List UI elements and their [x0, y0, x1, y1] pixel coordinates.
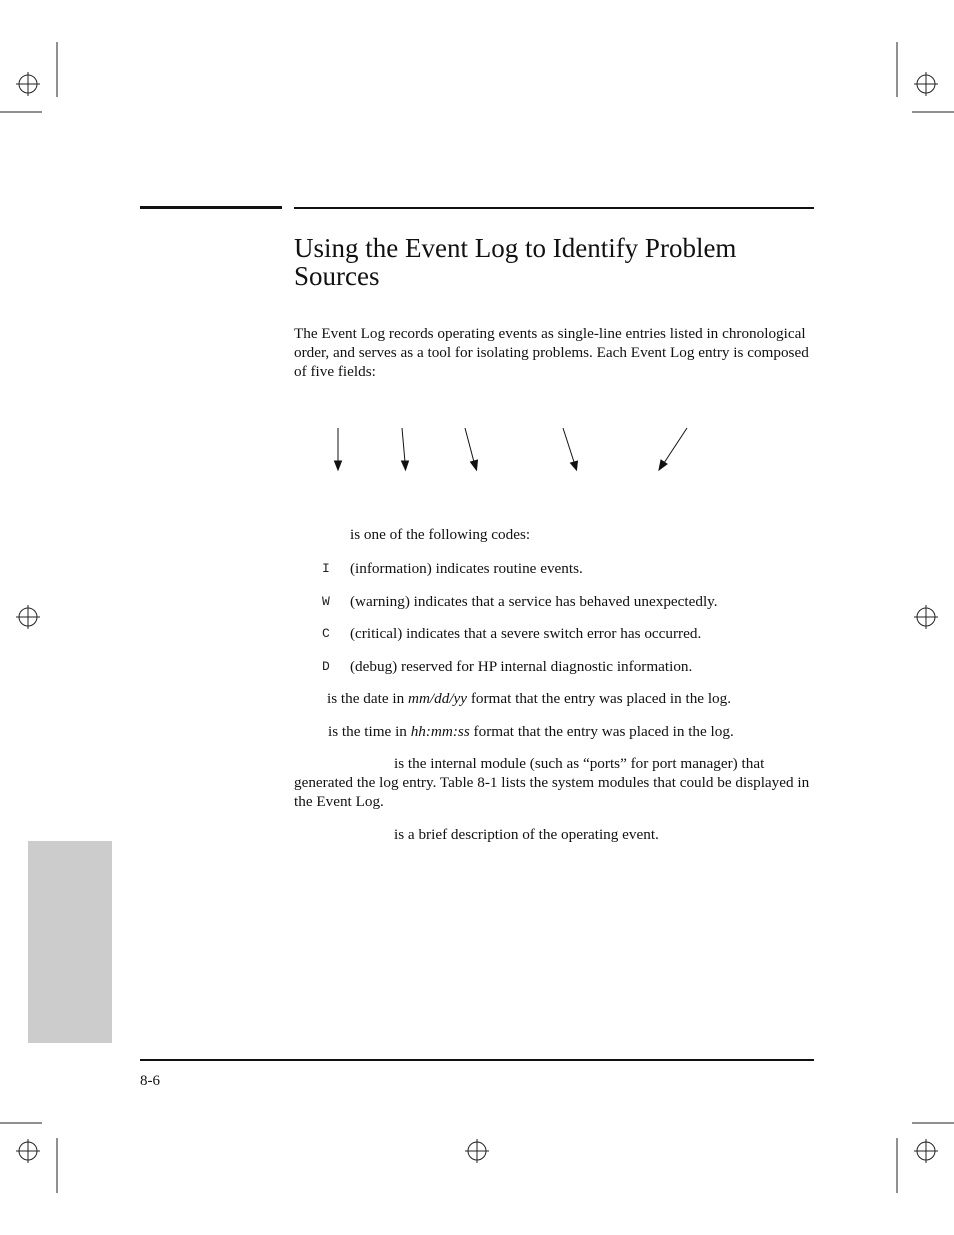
severity-description: (critical) indicates that a severe switch error has occurred.	[350, 625, 702, 642]
severity-description: (warning) indicates that a service has behaved unexpectedly.	[350, 593, 718, 610]
intro-paragraph: The Event Log records operating events as single-line entries listed in chronological order, and serves as a tool for isolating problems. Each Event Log entry is composed of five fields:	[294, 325, 809, 380]
page-title: Using the Event Log to Identify Problem Sources	[294, 233, 737, 291]
severity-code: W	[322, 594, 330, 609]
arrow-date	[402, 428, 405, 462]
event-message-description: is a brief description of the operating event.	[394, 826, 659, 843]
time-text-after: format that the entry was placed in the log.	[469, 723, 734, 740]
severity-lead: is one of the following codes:	[350, 526, 531, 543]
date-format: mm/dd/yy	[407, 690, 468, 707]
date-description	[327, 689, 731, 708]
severity-description: (information) indicates routine events.	[350, 560, 583, 577]
page-number: 8-6	[140, 1073, 160, 1089]
arrow-system-module	[563, 428, 574, 462]
footer-rule	[140, 1059, 814, 1061]
system-module-description: is the internal module (such as “ports” for port manager) that generated the log entry. Table 8-1 lists the system modules that could be displayed in the Event Log.	[294, 755, 810, 810]
date-text-before: is the date in	[327, 690, 408, 707]
chapter-side-tab	[28, 841, 112, 1043]
severity-code: C	[322, 626, 330, 641]
time-format: hh:mm:ss	[410, 723, 470, 740]
arrow-event-message	[664, 428, 687, 463]
time-description	[328, 722, 734, 741]
severity-code: D	[322, 659, 330, 674]
severity-code: I	[322, 561, 330, 576]
date-text-after: format that the entry was placed in the log.	[467, 690, 732, 707]
arrow-time	[465, 428, 474, 462]
time-text-before: is the time in	[328, 723, 411, 740]
severity-description: (debug) reserved for HP internal diagnostic information.	[350, 658, 693, 675]
